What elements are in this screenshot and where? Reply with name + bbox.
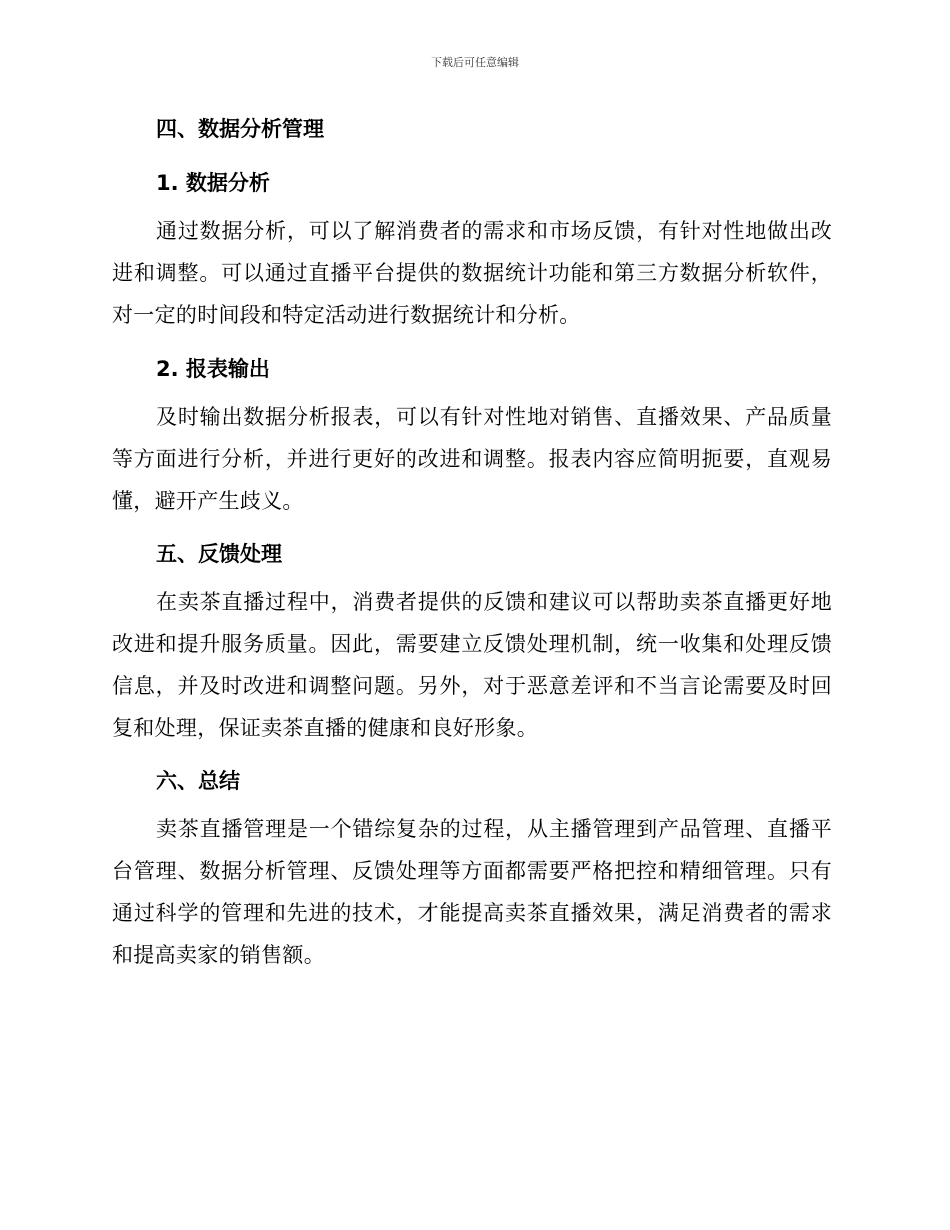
section-heading-data-analysis-management: 四、数据分析管理 xyxy=(156,117,324,141)
paragraph-report-output: 及时输出数据分析报表，可以有针对性地对销售、直播效果、产品质量等方面进行分析，并进行更好的改进和调整。报表内容应简明扼要，直观易懂，避开产生歧义。 xyxy=(112,405,832,513)
paragraph-feedback-handling: 在卖茶直播过程中，消费者提供的反馈和建议可以帮助卖茶直播更好地改进和提升服务质量。因此，需要建立反馈处理机制，统一收集和处理反馈信息，并及时改进和调整问题。另外，对于恶意差评和不当言论需要及时回复和处理，保证卖茶直播的健康和良好形象。 xyxy=(112,590,832,740)
paragraph-data-analysis: 通过数据分析，可以了解消费者的需求和市场反馈，有针对性地做出改进和调整。可以通过直播平台提供的数据统计功能和第三方数据分析软件，对一定的时间段和特定活动进行数据统计和分析。 xyxy=(112,219,832,327)
document-body xyxy=(112,108,832,976)
section-heading-feedback-handling: 五、反馈处理 xyxy=(156,542,282,566)
page-header-note: 下载后可任意编辑 xyxy=(431,56,519,69)
section-heading-summary: 六、总结 xyxy=(156,769,240,793)
subsection-heading-data-analysis: 1. 数据分析 xyxy=(156,171,270,195)
paragraph-summary: 卖茶直播管理是一个错综复杂的过程，从主播管理到产品管理、直播平台管理、数据分析管理、反馈处理等方面都需要严格把控和精细管理。只有通过科学的管理和先进的技术，才能提高卖茶直播效果，满足消费者的需求和提高卖家的销售额。 xyxy=(112,817,832,967)
subsection-heading-report-output: 2. 报表输出 xyxy=(156,357,270,381)
